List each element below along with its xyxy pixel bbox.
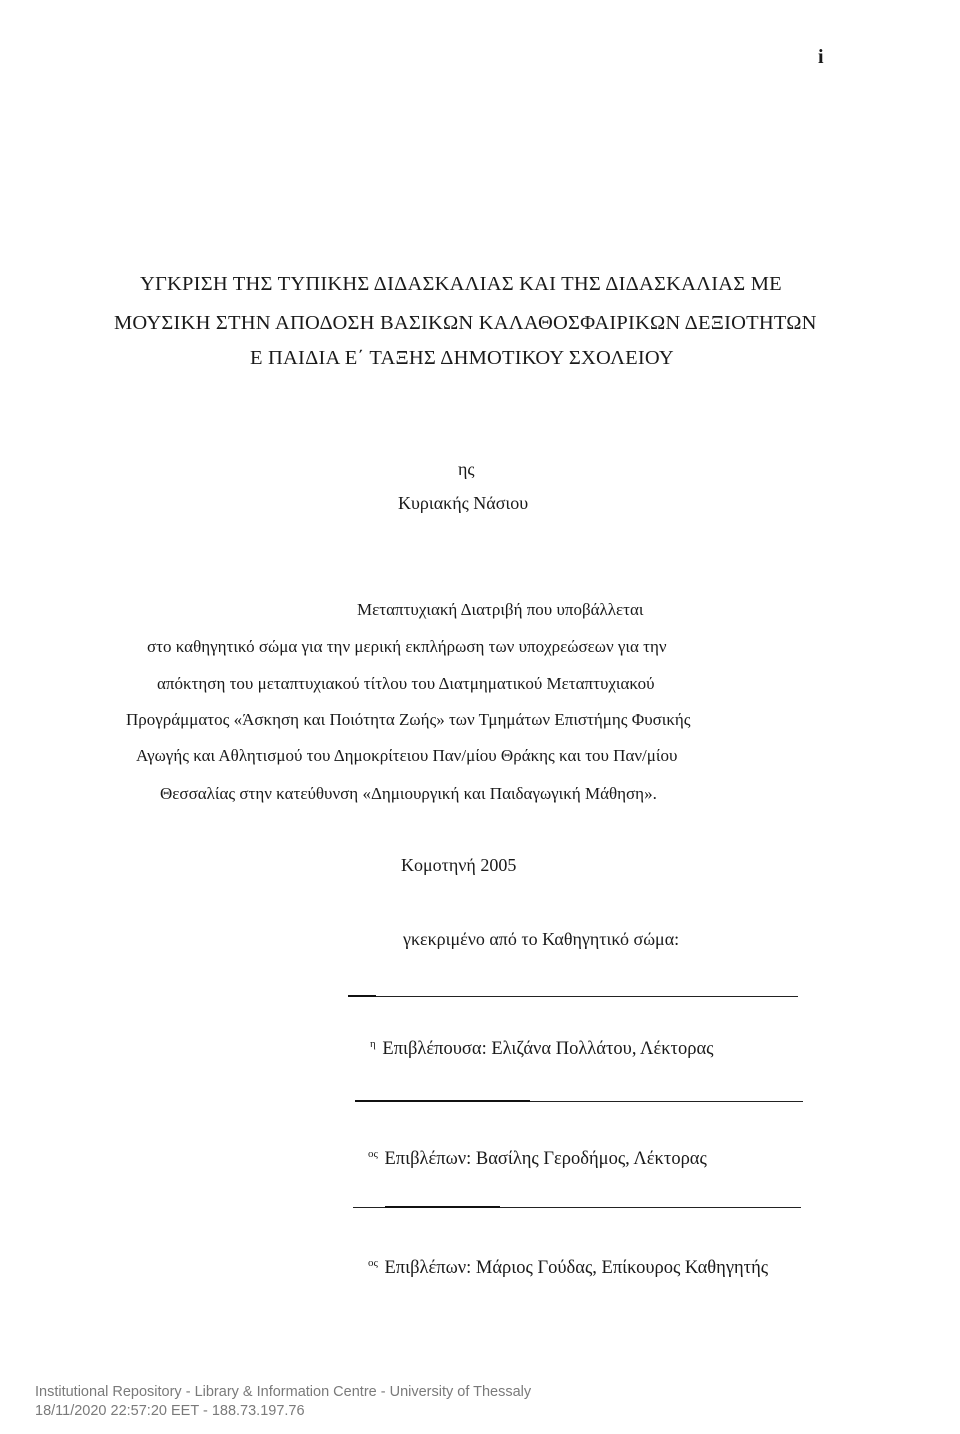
signer-3 (368, 1257, 768, 1279)
approved-label: γκεκριμένο από το Καθηγητικό σώμα: (403, 929, 680, 949)
by-label: ης (458, 459, 475, 479)
repository-footer-line-1: Institutional Repository - Library & Information Centre - University of Thessaly (35, 1384, 532, 1400)
signer-3-prefix: ος (368, 1257, 378, 1269)
signer-1-text: Επιβλέπουσα: Ελιζάνα Πολλάτου, Λέκτορας (382, 1039, 714, 1060)
signer-2 (368, 1148, 707, 1170)
signature-line-3-mark (385, 1206, 500, 1208)
signature-line-2-mark (355, 1100, 530, 1102)
description-line-5: Αγωγής και Αθλητισμού του Δημοκρίτειου Παν/μίου Θράκης και του Παν/μίου (136, 746, 678, 765)
signer-1 (370, 1038, 714, 1060)
signer-2-text: Επιβλέπων: Βασίλης Γεροδήμος, Λέκτορας (384, 1149, 707, 1170)
description-line-2: στο καθηγητικό σώμα για την μερική εκπλήρωση των υποχρεώσεων για την (147, 637, 667, 656)
description-line-6: Θεσσαλίας στην κατεύθυνση «Δημιουργική και Παιδαγωγική Μάθηση». (160, 784, 657, 803)
repository-footer-line-2: 18/11/2020 22:57:20 EET - 188.73.197.76 (35, 1403, 305, 1419)
author-name: Κυριακής Νάσιου (398, 493, 529, 513)
title-line-3: Ε ΠΑΙΔΙΑ Ε΄ ΤΑΞΗΣ ΔΗΜΟΤΙΚΟΥ ΣΧΟΛΕΙΟΥ (250, 347, 674, 369)
page-number: i (818, 46, 824, 68)
signature-line-1 (348, 996, 798, 997)
description-line-1: Μεταπτυχιακή Διατριβή που υποβάλλεται (357, 600, 644, 619)
place-date: Κομοτηνή 2005 (401, 855, 517, 875)
title-line-2: ΜΟΥΣΙΚΗ ΣΤΗΝ ΑΠΟΔΟΣΗ ΒΑΣΙΚΩΝ ΚΑΛΑΘΟΣΦΑΙΡΙΚΩΝ ΔΕΞΙΟΤΗΤΩΝ (114, 312, 817, 334)
signature-line-1-mark (348, 995, 376, 997)
description-line-4: Προγράμματος «Άσκηση και Ποιότητα Ζωής» των Τμημάτων Επιστήμης Φυσικής (126, 710, 691, 729)
title-line-1: ΥΓΚΡΙΣΗ ΤΗΣ ΤΥΠΙΚΗΣ ΔΙΔΑΣΚΑΛΙΑΣ ΚΑΙ ΤΗΣ ΔΙΔΑΣΚΑΛΙΑΣ ΜΕ (140, 273, 782, 295)
signer-2-prefix: ος (368, 1148, 378, 1160)
signer-3-text: Επιβλέπων: Μάριος Γούδας, Επίκουρος Καθηγητής (384, 1258, 769, 1279)
signer-1-prefix: η (370, 1038, 376, 1050)
description-line-3: απόκτηση του μεταπτυχιακού τίτλου του Διατμηματικού Μεταπτυχιακού (157, 674, 655, 693)
